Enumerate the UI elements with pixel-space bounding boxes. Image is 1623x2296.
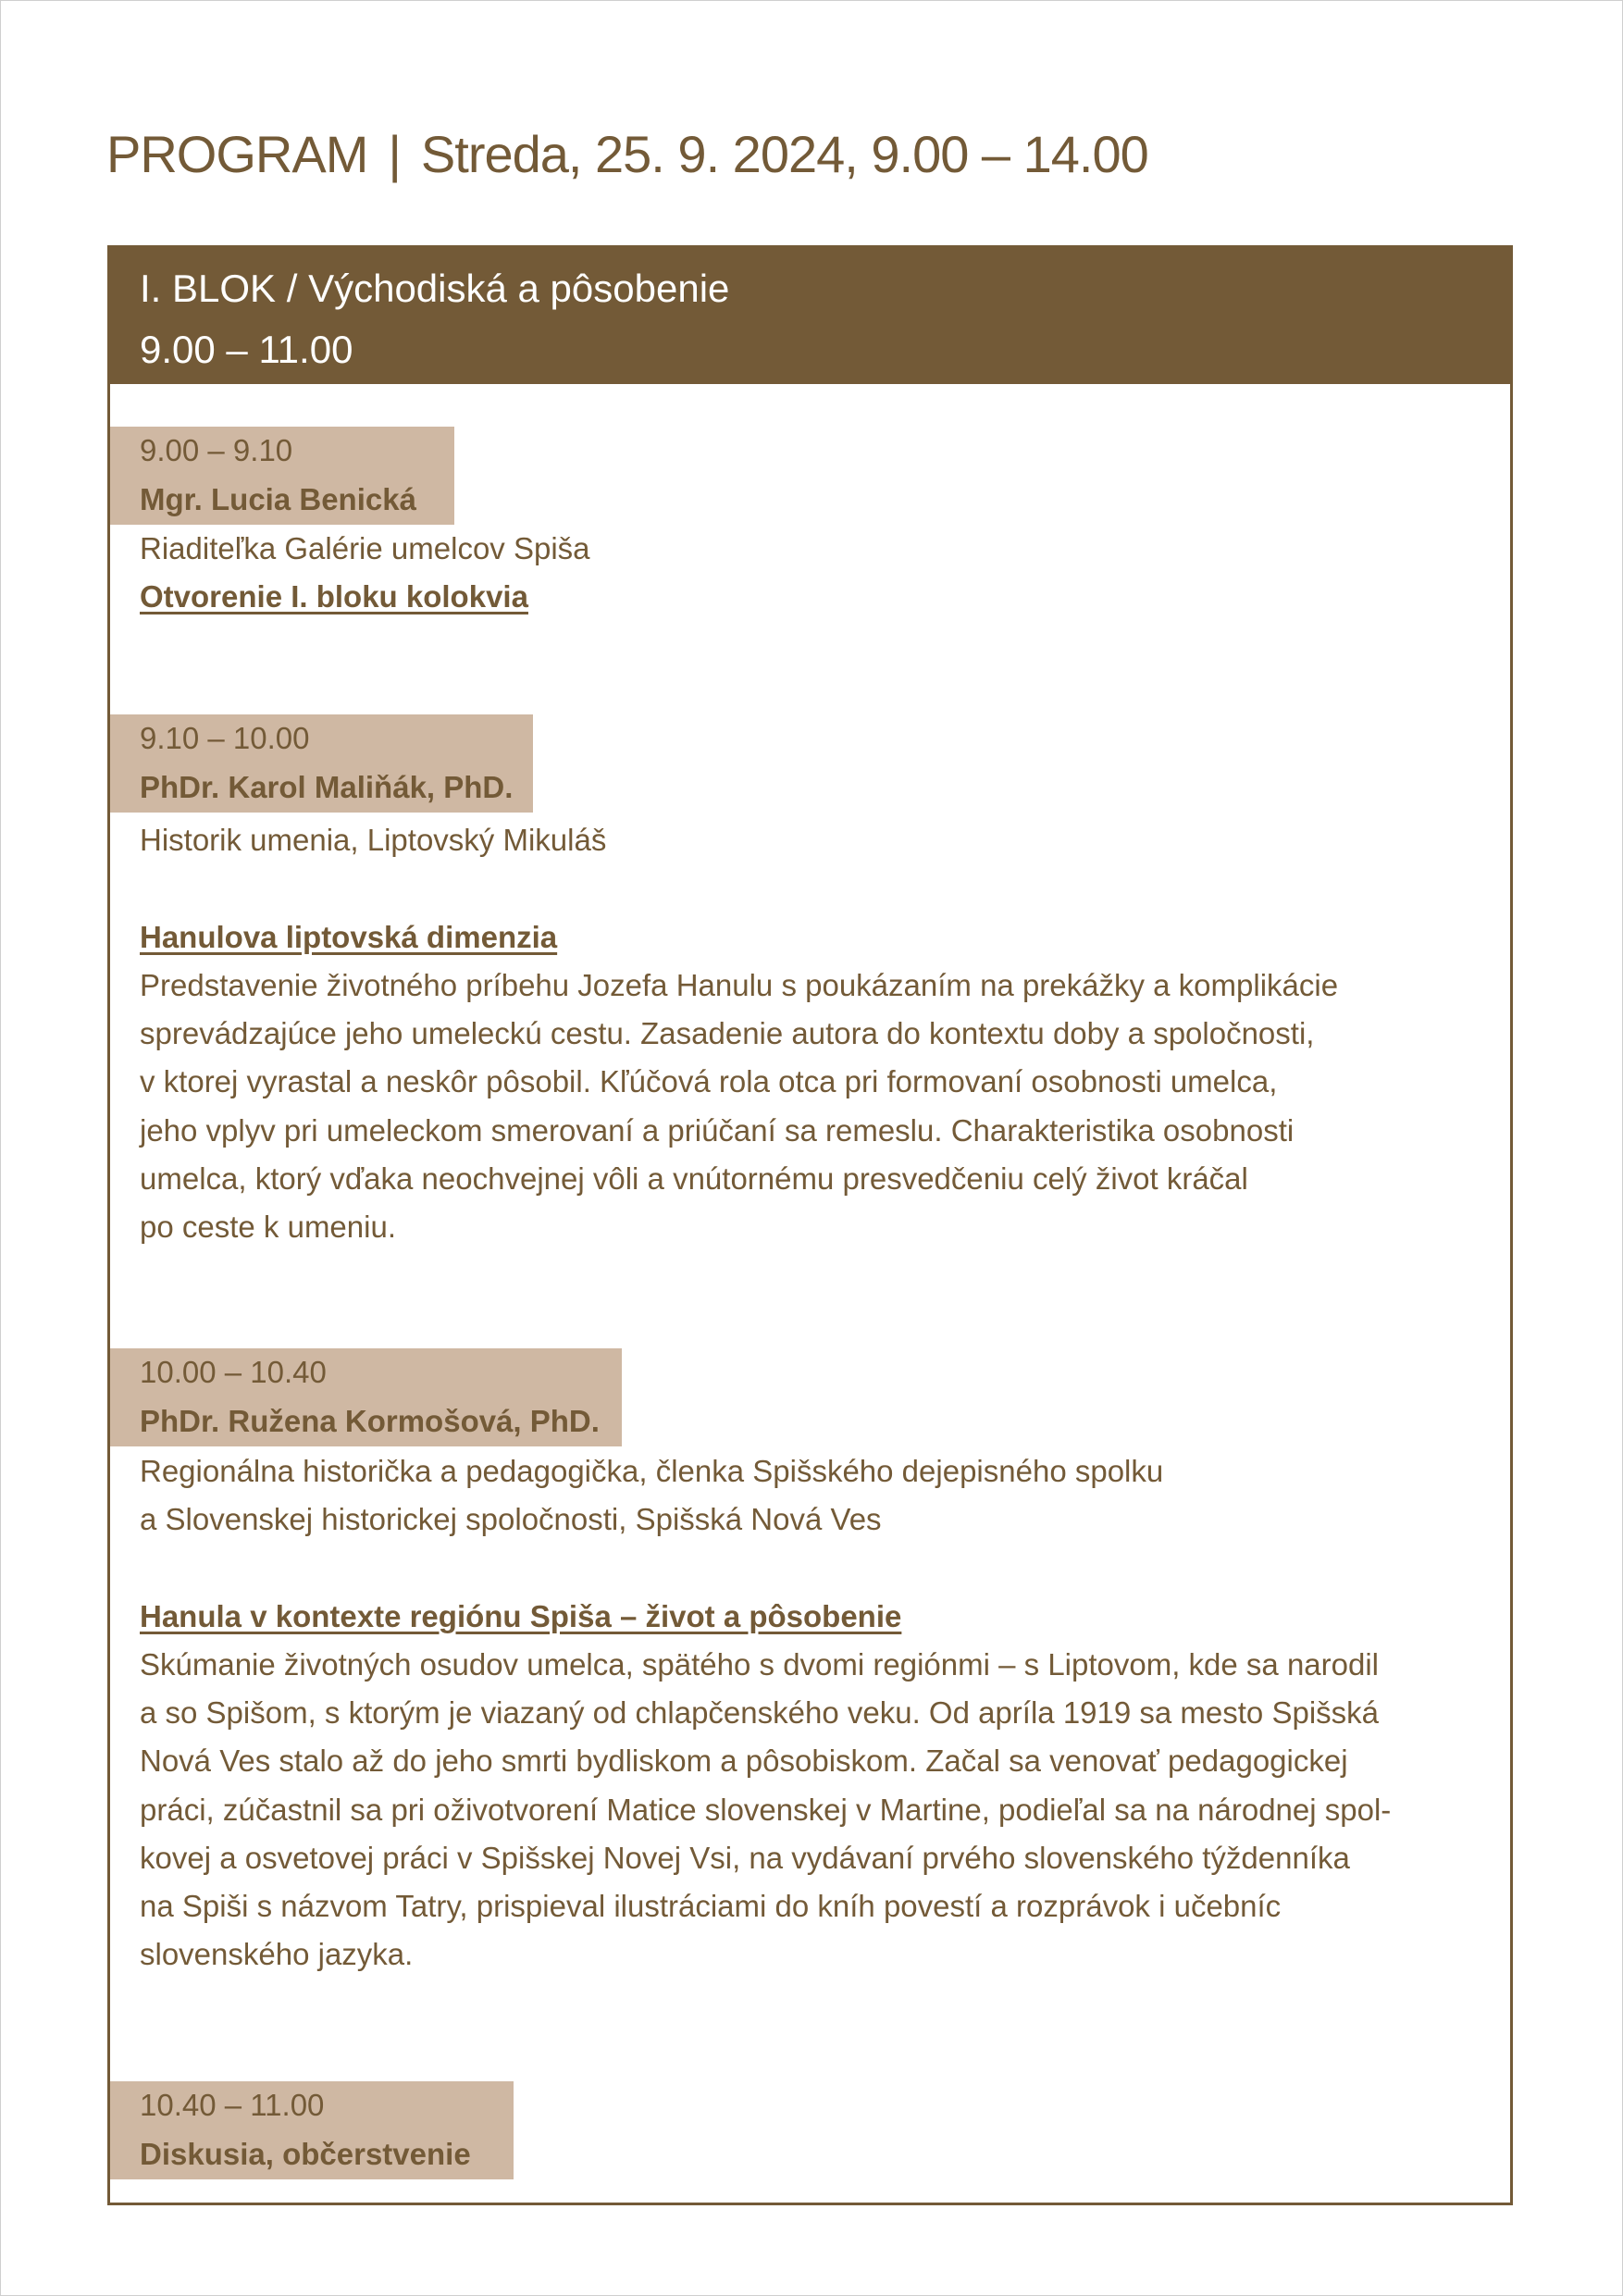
session-3-speaker: PhDr. Ružena Kormošová, PhD.: [140, 1404, 600, 1438]
session-2-desc-line: jeho vplyv pri umeleckom smerovaní a priúčaní sa remeslu. Charakteristika osobnosti: [140, 1112, 1295, 1148]
session-3-talk-title: Hanula v kontexte regiónu Spiša – život a pôsobenie: [140, 1599, 902, 1633]
session-1-talk-title: Otvorenie I. bloku kolokvia: [140, 579, 528, 614]
session-3-desc-line: Skúmanie životných osudov umelca, spätého s dvomi regiónmi – s Liptovom, kde sa narodil: [140, 1647, 1380, 1682]
session-3-desc-line: Nová Ves stalo až do jeho smrti bydliskom a pôsobiskom. Začal sa venovať pedagogickej: [140, 1744, 1348, 1779]
session-2-desc-line: po ceste k umeniu.: [140, 1210, 396, 1245]
session-2-affiliation: Historik umenia, Liptovský Mikuláš: [140, 823, 607, 857]
session-2-talk-title: Hanulova liptovská dimenzia: [140, 920, 558, 954]
session-1-affiliation: Riaditeľka Galérie umelcov Spiša: [140, 531, 590, 565]
block-time: 9.00 – 11.00: [140, 328, 353, 371]
block-header: [107, 245, 1513, 384]
session-3-desc-line: a so Spišom, s ktorým je viazaný od chlapčenského veku. Od apríla 1919 sa mesto Spišská: [140, 1695, 1379, 1731]
session-3-desc-line: slovenského jazyka.: [140, 1937, 414, 1972]
session-4-label: Diskusia, občerstvenie: [140, 2137, 471, 2171]
block-name: I. BLOK / Východiská a pôsobenie: [140, 267, 730, 310]
session-3-desc-line: práci, zúčastnil sa pri oživotvorení Matice slovenskej v Martine, podieľal sa na národnej spol-: [140, 1792, 1392, 1827]
session-2-description: [140, 962, 1338, 1251]
session-2-desc-line: Predstavenie životného príbehu Jozefa Hanulu s poukázaním na prekážky a komplikácie: [140, 968, 1339, 1002]
session-3-desc-line: kovej a osvetovej práci v Spišskej Novej Vsi, na vydávaní prvého slovenského týždenníka: [140, 1840, 1350, 1875]
session-3-tag: [110, 1348, 622, 1446]
session-4-time: 10.40 – 11.00: [140, 2088, 325, 2122]
session-2-desc-line: umelca, ktorý vďaka neochvejnej vôli a vnútornému presvedčeniu celý život kráčal: [140, 1160, 1248, 1196]
session-1-time: 9.00 – 9.10: [140, 433, 293, 467]
session-2-desc-line: v ktorej vyrastal a neskôr pôsobil. Kľúčová rola otca pri formovaní osobnosti umelca,: [140, 1064, 1278, 1099]
session-1-tag: [110, 427, 454, 525]
session-2-tag: [110, 714, 533, 813]
session-3-description: [140, 1641, 1391, 1979]
session-2-desc-line: sprevádzajúce jeho umeleckú cestu. Zasadenie autora do kontextu doby a spoločnosti,: [140, 1016, 1315, 1051]
session-2-time: 9.10 – 10.00: [140, 721, 310, 755]
session-3-time: 10.00 – 10.40: [140, 1355, 327, 1389]
page-title: [106, 122, 1148, 187]
session-4-tag: [110, 2081, 514, 2179]
session-1-speaker: Mgr. Lucia Benická: [140, 482, 416, 516]
session-2-speaker: PhDr. Karol Maliňák, PhD.: [140, 770, 514, 804]
session-3-desc-line: na Spiši s názvom Tatry, prispieval ilustráciami do kníh povestí a rozprávok i učebníc: [140, 1889, 1282, 1924]
program-date: Streda, 25. 9. 2024, 9.00 – 14.00: [420, 125, 1148, 183]
program-label: PROGRAM: [106, 125, 368, 183]
session-3-affiliation-line: a Slovenskej historickej spoločnosti, Spišská Nová Ves: [140, 1502, 882, 1536]
session-3-affiliation-line: Regionálna historička a pedagogička, členka Spišského dejepisného spolku: [140, 1454, 1164, 1488]
title-separator: |: [388, 125, 401, 183]
